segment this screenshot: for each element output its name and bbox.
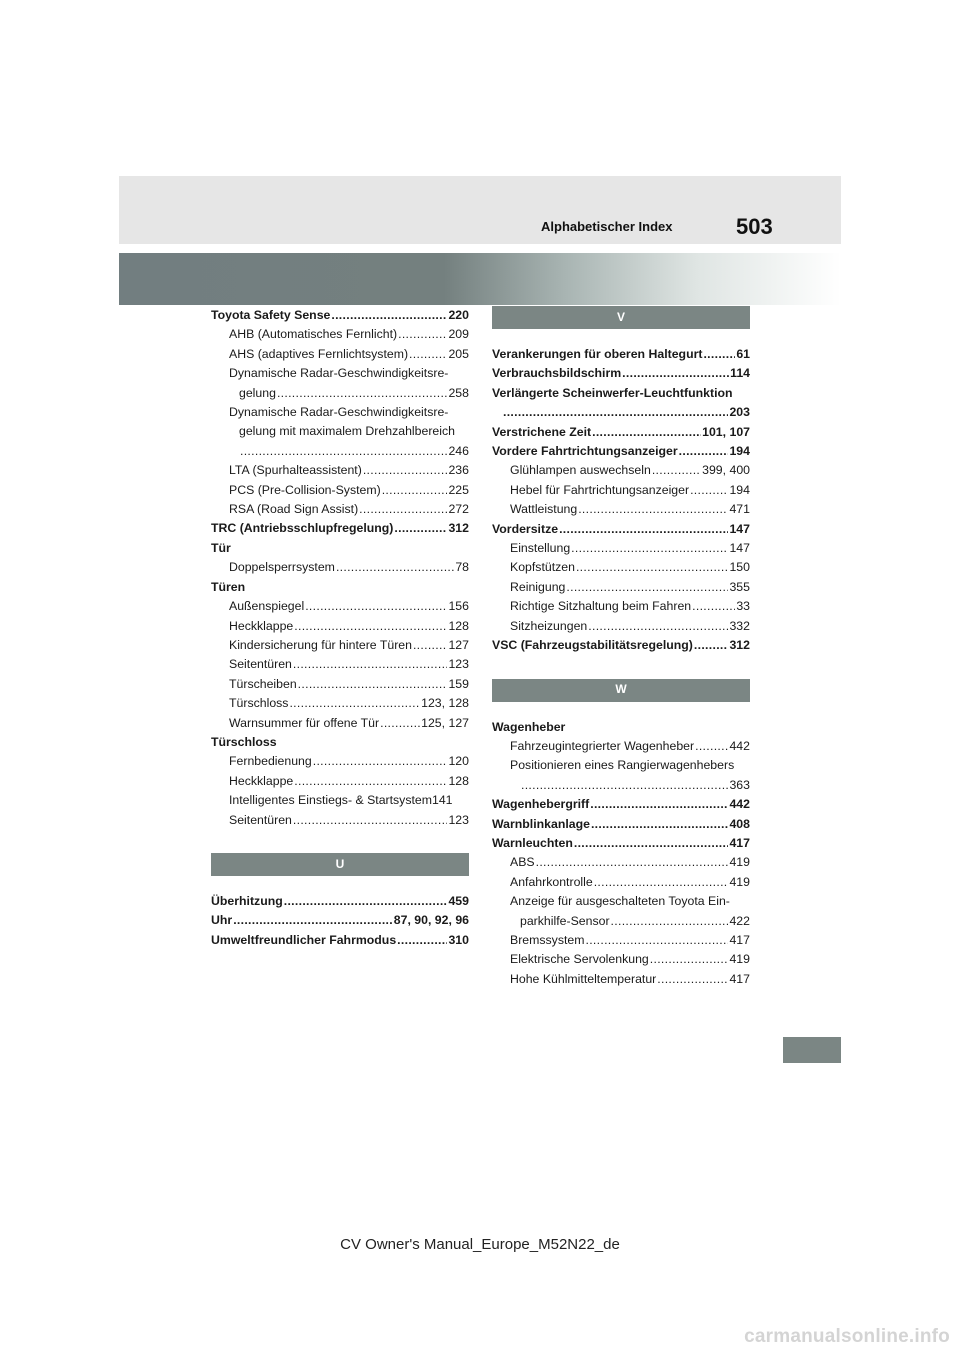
index-heading: Türschloss <box>211 734 277 749</box>
entry-page-ref[interactable]: 125, 127 <box>421 715 469 730</box>
entry-page-ref[interactable]: 417 <box>729 971 750 986</box>
entry-term: RSA (Road Sign Assist) <box>229 502 359 517</box>
entry-page-ref[interactable]: 156 <box>448 599 469 614</box>
dot-leader <box>650 950 729 969</box>
dot-leader <box>331 306 447 325</box>
index-subentry[interactable] <box>211 442 469 461</box>
entry-page-ref[interactable]: 312 <box>448 521 469 536</box>
entry-page-ref[interactable]: 419 <box>729 952 750 967</box>
entry-page-ref[interactable]: 459 <box>448 893 469 908</box>
index-subentry[interactable] <box>492 500 750 519</box>
page-number: 503 <box>736 214 773 239</box>
dot-leader <box>298 675 448 694</box>
entry-term: Kopfstützen <box>510 560 575 575</box>
index-subentry[interactable] <box>211 714 469 733</box>
entry-term: parkhilfe-Sensor <box>520 913 610 928</box>
dot-leader <box>611 912 729 931</box>
header-band <box>119 176 841 244</box>
entry-term: Uhr <box>211 913 233 928</box>
entry-page-ref[interactable]: 78 <box>455 560 469 575</box>
index-subentry[interactable] <box>492 950 750 969</box>
dot-leader <box>521 776 728 795</box>
letter-heading-label: W <box>615 682 627 697</box>
entry-page-ref[interactable]: 417 <box>729 835 750 850</box>
letter-heading-label: V <box>616 309 625 324</box>
index-heading: Tür <box>211 540 231 555</box>
entry-term: Warnleuchten <box>492 835 573 850</box>
entry-term: AHS (adaptives Fernlichtsystem) <box>229 346 409 361</box>
entry-term: Hohe Kühlmitteltemperatur <box>510 971 657 986</box>
dot-leader <box>313 752 448 771</box>
entry-page-ref[interactable]: 194 <box>729 482 750 497</box>
index-subentry-text: Positionieren eines Rangierwagenhebers <box>510 758 735 773</box>
dot-leader <box>694 636 729 655</box>
entry-term: Kindersicherung für hintere Türen <box>229 637 412 652</box>
index-subentry[interactable] <box>492 776 750 795</box>
dot-leader <box>578 500 728 519</box>
dot-leader <box>413 636 448 655</box>
index-subentry[interactable] <box>211 384 469 403</box>
letter-heading-v <box>492 306 750 329</box>
entry-term: Toyota Safety Sense <box>211 308 331 322</box>
section-gap <box>492 656 750 679</box>
index-subentry[interactable] <box>211 597 469 616</box>
index-column-right <box>492 306 750 989</box>
entry-page-ref[interactable]: 123 <box>448 657 469 672</box>
entry-term: LTA (Spurhalteassistent) <box>229 463 362 478</box>
entry-term: Heckklappe <box>229 618 294 633</box>
index-entry[interactable] <box>492 795 750 814</box>
dot-leader <box>588 617 728 636</box>
entry-page-ref[interactable]: 33 <box>736 599 750 614</box>
dot-leader <box>622 364 729 383</box>
index-entry[interactable] <box>211 911 469 930</box>
entry-term: AHB (Automatisches Fernlicht) <box>229 327 398 342</box>
entry-page-ref[interactable]: 363 <box>729 777 750 792</box>
dot-leader <box>240 442 447 461</box>
index-entry[interactable] <box>211 519 469 538</box>
entry-page-ref[interactable]: 203 <box>729 405 750 420</box>
dot-leader <box>293 811 448 830</box>
section-title: Alphabetischer Index <box>541 219 673 234</box>
index-subentry-text: Intelligentes Einstiegs- & Startsystem141 <box>229 793 453 808</box>
dot-leader <box>359 500 447 519</box>
entry-term: Richtige Sitzhaltung beim Fahren <box>510 599 692 614</box>
index-subentry[interactable] <box>211 752 469 771</box>
entry-page-ref[interactable]: 123 <box>448 812 469 827</box>
dot-leader <box>536 853 729 872</box>
entry-term: TRC (Antriebsschlupfregelung) <box>211 521 394 536</box>
dot-leader <box>394 519 447 538</box>
index-subentry[interactable] <box>211 617 469 636</box>
entry-page-ref[interactable]: 408 <box>729 816 750 831</box>
index-entry[interactable] <box>492 834 750 853</box>
index-subentry-text: gelung mit maximalem Drehzahlbereich <box>239 424 455 439</box>
entry-term: Vordere Fahrtrichtungsanzeiger <box>492 444 678 459</box>
index-subentry[interactable] <box>492 617 750 636</box>
index-subentry[interactable] <box>211 345 469 364</box>
entry-page-ref[interactable]: 101, 107 <box>702 424 750 439</box>
index-entry[interactable] <box>492 423 750 442</box>
entry-term: Elektrische Servolenkung <box>510 952 649 967</box>
dot-leader <box>503 403 728 422</box>
index-entry[interactable] <box>492 520 750 539</box>
entry-page-ref[interactable]: 310 <box>448 932 469 947</box>
index-heading: Wagenheber <box>492 719 566 734</box>
thumb-index-tab <box>783 1037 841 1063</box>
dot-leader <box>294 772 447 791</box>
letter-heading-label: U <box>335 856 345 871</box>
index-subentry[interactable] <box>492 853 750 872</box>
entry-term: VSC (Fahrzeugstabilitätsregelung) <box>492 638 693 653</box>
dot-leader <box>591 815 729 834</box>
dot-leader <box>574 834 729 853</box>
index-subentry[interactable] <box>211 325 469 344</box>
entry-page-ref[interactable]: 127 <box>448 637 469 652</box>
entry-page-ref[interactable]: 419 <box>729 855 750 870</box>
entry-term: Seitentüren <box>229 657 292 672</box>
entry-page-ref[interactable]: 442 <box>729 797 750 812</box>
dot-leader <box>692 597 735 616</box>
entry-page-ref[interactable]: 225 <box>448 482 469 497</box>
index-column-left <box>211 306 469 950</box>
dot-leader <box>576 558 729 577</box>
dot-leader <box>398 325 447 344</box>
entry-page-ref[interactable]: 246 <box>448 443 469 458</box>
index-subentry[interactable] <box>211 461 469 480</box>
index-subentry[interactable] <box>211 772 469 791</box>
index-entry[interactable] <box>492 636 750 655</box>
dot-leader <box>690 481 728 500</box>
entry-page-ref[interactable]: 150 <box>729 560 750 575</box>
entry-page-ref[interactable]: 419 <box>729 874 750 889</box>
entry-page-ref[interactable]: 399, 400 <box>702 463 750 478</box>
index-subentry[interactable] <box>211 694 469 713</box>
index-entry[interactable] <box>211 306 469 325</box>
section-gap <box>211 830 469 853</box>
dot-leader <box>293 655 448 674</box>
entry-page-ref[interactable]: 147 <box>729 521 750 536</box>
dot-leader <box>559 520 728 539</box>
dot-leader <box>289 694 420 713</box>
dot-leader <box>566 578 728 597</box>
dot-leader <box>409 345 447 364</box>
entry-term: Heckklappe <box>229 773 294 788</box>
entry-page-ref[interactable]: 272 <box>448 502 469 517</box>
dot-leader <box>397 931 447 950</box>
entry-term: Seitentüren <box>229 812 292 827</box>
dot-leader <box>657 970 728 989</box>
entry-term: Türschloss <box>229 696 289 711</box>
index-subentry[interactable] <box>211 558 469 577</box>
section-gap <box>492 329 750 345</box>
index-entry[interactable] <box>492 364 750 383</box>
entry-page-ref[interactable]: 114 <box>730 366 750 381</box>
dot-leader <box>277 384 448 403</box>
index-subentry[interactable] <box>492 578 750 597</box>
entry-page-ref[interactable]: 471 <box>729 502 750 517</box>
dot-leader <box>363 461 448 480</box>
entry-term: Sitzheizungen <box>510 618 588 633</box>
dot-leader <box>382 481 448 500</box>
entry-term: Einstellung <box>510 541 571 556</box>
entry-page-ref[interactable]: 332 <box>729 618 750 633</box>
index-entry[interactable] <box>492 345 750 364</box>
entry-term: Verankerungen für oberen Haltegurt <box>492 347 703 361</box>
entry-term: Warnsummer für offene Tür <box>229 715 380 730</box>
index-subentry[interactable] <box>492 558 750 577</box>
index-subentry[interactable] <box>492 481 750 500</box>
entry-page-ref[interactable]: 220 <box>448 308 469 322</box>
entry-term: PCS (Pre-Collision-System) <box>229 482 381 497</box>
entry-term: Glühlampen auswechseln <box>510 463 651 478</box>
dot-leader <box>380 714 420 733</box>
letter-heading-u <box>211 853 469 876</box>
dot-leader <box>703 345 735 364</box>
dot-leader <box>695 737 728 756</box>
entry-term: Doppelsperrsystem <box>229 560 335 575</box>
index-subentry[interactable] <box>211 500 469 519</box>
entry-term: Außenspiegel <box>229 599 305 614</box>
watermark: carmanualsonline.info <box>744 1326 950 1347</box>
index-subentry-text: Anzeige für ausgeschalteten Toyota Ein- <box>510 894 730 909</box>
entry-term: gelung <box>239 385 276 400</box>
entry-term: Anfahrkontrolle <box>510 874 593 889</box>
index-entry[interactable] <box>211 892 469 911</box>
index-heading: Türen <box>211 579 246 594</box>
entry-term: Fernbedienung <box>229 754 312 769</box>
index-subentry[interactable] <box>211 675 469 694</box>
entry-term: Vordersitze <box>492 521 559 536</box>
dot-leader <box>585 931 728 950</box>
entry-term: Wattleistung <box>510 502 578 517</box>
letter-heading-w <box>492 679 750 702</box>
dot-leader <box>336 558 454 577</box>
entry-term: Verbrauchsbildschirm <box>492 366 622 381</box>
dot-leader <box>294 617 447 636</box>
dot-leader <box>233 911 393 930</box>
entry-page-ref[interactable]: 258 <box>448 385 469 400</box>
entry-page-ref[interactable]: 312 <box>729 638 750 653</box>
entry-page-ref[interactable]: 355 <box>729 579 750 594</box>
entry-page-ref[interactable]: 417 <box>729 932 750 947</box>
entry-page-ref[interactable]: 209 <box>448 327 469 342</box>
entry-term: Überhitzung <box>211 893 283 908</box>
header-gradient-bar <box>119 253 841 305</box>
dot-leader <box>592 423 701 442</box>
index-entry[interactable] <box>492 403 750 422</box>
entry-term: Bremssystem <box>510 932 585 947</box>
entry-page-ref[interactable]: 128 <box>448 618 469 633</box>
index-subentry[interactable] <box>492 970 750 989</box>
index-subentry[interactable] <box>492 461 750 480</box>
section-gap <box>492 702 750 718</box>
index-entry[interactable] <box>492 815 750 834</box>
entry-page-ref[interactable]: 120 <box>448 754 469 769</box>
dot-leader <box>284 892 448 911</box>
index-subentry[interactable] <box>492 737 750 756</box>
entry-term: Warnblinkanlage <box>492 816 590 831</box>
index-subentry[interactable] <box>492 539 750 558</box>
dot-leader <box>679 442 729 461</box>
entry-term: Reinigung <box>510 579 566 594</box>
dot-leader <box>594 873 729 892</box>
dot-leader <box>305 597 447 616</box>
entry-term: ABS <box>510 855 535 870</box>
index-subentry[interactable] <box>211 636 469 655</box>
section-gap <box>211 876 469 892</box>
dot-leader <box>590 795 728 814</box>
entry-page-ref[interactable]: 87, 90, 92, 96 <box>393 913 469 928</box>
entry-page-ref[interactable]: 194 <box>729 444 750 459</box>
index-subentry[interactable] <box>492 597 750 616</box>
index-entry[interactable] <box>492 442 750 461</box>
entry-term: Umweltfreundlicher Fahrmodus <box>211 932 397 947</box>
index-subentry[interactable] <box>492 873 750 892</box>
entry-term: Hebel für Fahrtrichtungsanzeiger <box>510 482 690 497</box>
entry-page-ref[interactable]: 205 <box>448 346 469 361</box>
index-subentry[interactable] <box>211 655 469 674</box>
entry-page-ref[interactable]: 159 <box>448 676 469 691</box>
index-heading: Verlängerte Scheinwerfer-Leuchtfunktion <box>492 385 733 400</box>
entry-page-ref[interactable]: 147 <box>729 541 750 556</box>
entry-page-ref[interactable]: 236 <box>448 463 469 478</box>
entry-page-ref[interactable]: 442 <box>729 738 750 753</box>
entry-page-ref[interactable]: 61 <box>736 347 750 361</box>
index-subentry[interactable] <box>492 912 750 931</box>
dot-leader <box>571 539 728 558</box>
entry-page-ref[interactable]: 128 <box>448 773 469 788</box>
index-subentry[interactable] <box>211 811 469 830</box>
entry-term: Fahrzeugintegrierter Wagenheber <box>510 738 695 753</box>
footer-document-id: CV Owner's Manual_Europe_M52N22_de <box>340 1236 620 1253</box>
entry-term: Türscheiben <box>229 676 297 691</box>
entry-term: Wagenhebergriff <box>492 797 590 812</box>
entry-term: Verstrichene Zeit <box>492 424 592 439</box>
index-entry[interactable] <box>211 931 469 950</box>
entry-page-ref[interactable]: 123, 128 <box>421 696 469 711</box>
dot-leader <box>652 461 701 480</box>
index-subentry-text: Dynamische Radar-Geschwindigkeitsre- <box>229 366 449 381</box>
index-subentry-text: Dynamische Radar-Geschwindigkeitsre- <box>229 405 449 420</box>
entry-page-ref[interactable]: 422 <box>729 913 750 928</box>
index-subentry[interactable] <box>211 481 469 500</box>
index-subentry[interactable] <box>492 931 750 950</box>
